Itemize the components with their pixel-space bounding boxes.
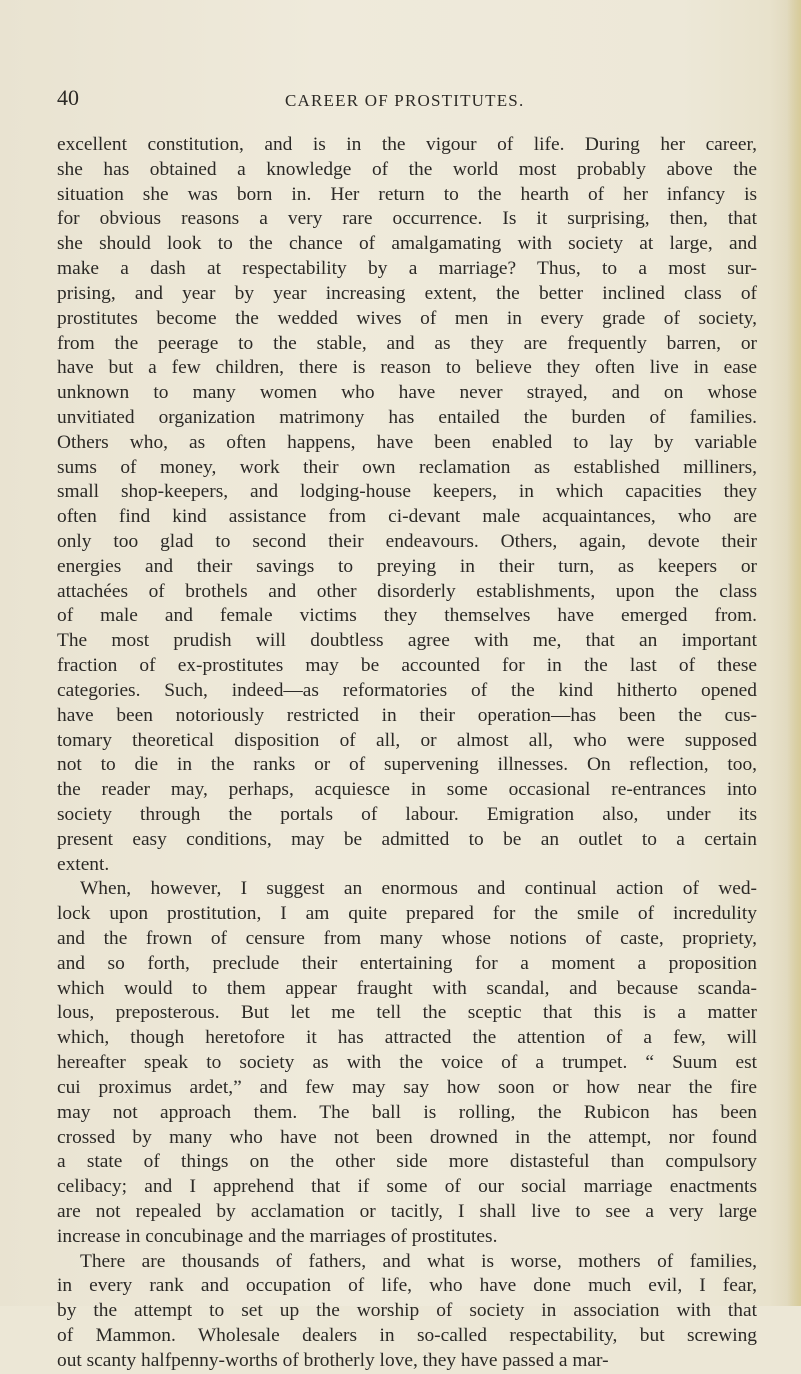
text-line: celibacy; and I apprehend that if some of our social marriage enactments	[57, 1176, 757, 1198]
text-line: have been notoriously restricted in their operation—has been the cus-	[57, 704, 757, 726]
text-line: society through the portals of labour. Emigration also, under its	[57, 803, 757, 825]
text-line: of male and female victims they themselves have emerged from.	[57, 605, 757, 627]
text-line: from the peerage to the stable, and as they are frequently barren, or	[57, 332, 757, 354]
running-title: CAREER OF PROSTITUTES.	[285, 91, 525, 110]
text-line: When, however, I suggest an enormous and continual action of wed-	[80, 878, 757, 900]
body-text	[57, 133, 757, 1374]
text-line: excellent constitution, and is in the vigour of life. During her career,	[57, 134, 757, 155]
text-line: prising, and year by year increasing extent, the better inclined class of	[57, 282, 757, 304]
text-line: lous, preposterous. But let me tell the sceptic that this is a matter	[57, 1002, 757, 1024]
text-line: situation she was born in. Her return to the hearth of her infancy is	[57, 183, 757, 205]
text-line: unknown to many women who have never strayed, and on whose	[57, 382, 757, 404]
text-line: cui proximus ardet,” and few may say how soon or how near the fire	[57, 1076, 757, 1098]
text-line: not to die in the ranks or of supervening illnesses. On reflection, too,	[57, 754, 757, 776]
text-line: she has obtained a knowledge of the world most probably above the	[57, 158, 757, 180]
text-line: increase in concubinage and the marriages of prostitutes.	[57, 1225, 498, 1247]
text-line: fraction of ex-prostitutes may be accounted for in the last of these	[57, 655, 757, 677]
text-line: The most prudish will doubtless agree with me, that an important	[57, 630, 757, 652]
text-line: There are thousands of fathers, and what is worse, mothers of families,	[80, 1250, 757, 1272]
text-line: unvitiated organization matrimony has entailed the burden of families.	[57, 406, 757, 428]
text-line: tomary theoretical disposition of all, or almost all, who were supposed	[57, 729, 757, 751]
text-line: attachées of brothels and other disorderly establishments, upon the class	[57, 580, 757, 602]
text-line: crossed by many who have not been drowned in the attempt, nor found	[57, 1126, 757, 1148]
text-line: sums of money, work their own reclamation as established milliners,	[57, 456, 757, 478]
text-line: which would to them appear fraught with scandal, and because scanda-	[57, 977, 757, 999]
paragraph	[57, 1250, 757, 1374]
paragraph	[57, 877, 757, 1249]
text-line: have but a few children, there is reason to believe they often live in ease	[57, 357, 757, 379]
text-line: the reader may, perhaps, acquiesce in some occasional re-entrances into	[57, 779, 757, 801]
text-line: and so forth, preclude their entertaining for a moment a proposition	[57, 952, 757, 974]
text-line: extent.	[57, 853, 110, 875]
text-line: and the frown of censure from many whose notions of caste, propriety,	[57, 928, 757, 949]
page-number: 40	[57, 85, 79, 110]
text-line: a state of things on the other side more distasteful than compulsory	[57, 1151, 757, 1173]
text-line: present easy conditions, may be admitted to be an outlet to a certain	[57, 828, 757, 850]
text-line: may not approach them. The ball is rolling, the Rubicon has been	[57, 1101, 757, 1123]
text-line: only too glad to second their endeavours. Others, again, devote their	[57, 531, 757, 552]
text-line: for obvious reasons a very rare occurrence. Is it surprising, then, that	[57, 208, 757, 230]
page-edge	[787, 0, 801, 1306]
text-line: out scanty halfpenny-worths of brotherly love, they have passed a mar-	[57, 1349, 609, 1371]
text-line: energies and their savings to preying in their turn, as keepers or	[57, 555, 757, 577]
paragraph	[57, 133, 757, 877]
text-line: she should look to the chance of amalgamating with society at large, and	[57, 233, 757, 255]
text-line: which, though heretofore it has attracted the attention of a few, will	[57, 1027, 757, 1049]
text-line: prostitutes become the wedded wives of men in every grade of society,	[57, 307, 757, 329]
text-line: in every rank and occupation of life, who have done much evil, I fear,	[57, 1275, 757, 1297]
text-line: are not repealed by acclamation or tacitly, I shall live to see a very large	[57, 1200, 757, 1222]
running-head	[57, 86, 757, 116]
text-line: make a dash at respectability by a marriage? Thus, to a most sur-	[57, 258, 757, 280]
text-line: categories. Such, indeed—as reformatories of the kind hitherto opened	[57, 679, 757, 701]
text-line: lock upon prostitution, I am quite prepared for the smile of incredulity	[57, 903, 757, 925]
text-line: of Mammon. Wholesale dealers in so-called respectability, but screwing	[57, 1325, 757, 1346]
text-line: small shop-keepers, and lodging-house keepers, in which capacities they	[57, 481, 757, 503]
text-line: Others who, as often happens, have been enabled to lay by variable	[57, 431, 757, 453]
text-line: hereafter speak to society as with the voice of a trumpet. “ Suum est	[57, 1052, 757, 1074]
text-line: often find kind assistance from ci-devant male acquaintances, who are	[57, 506, 757, 528]
text-line: by the attempt to set up the worship of society in association with that	[57, 1300, 757, 1322]
